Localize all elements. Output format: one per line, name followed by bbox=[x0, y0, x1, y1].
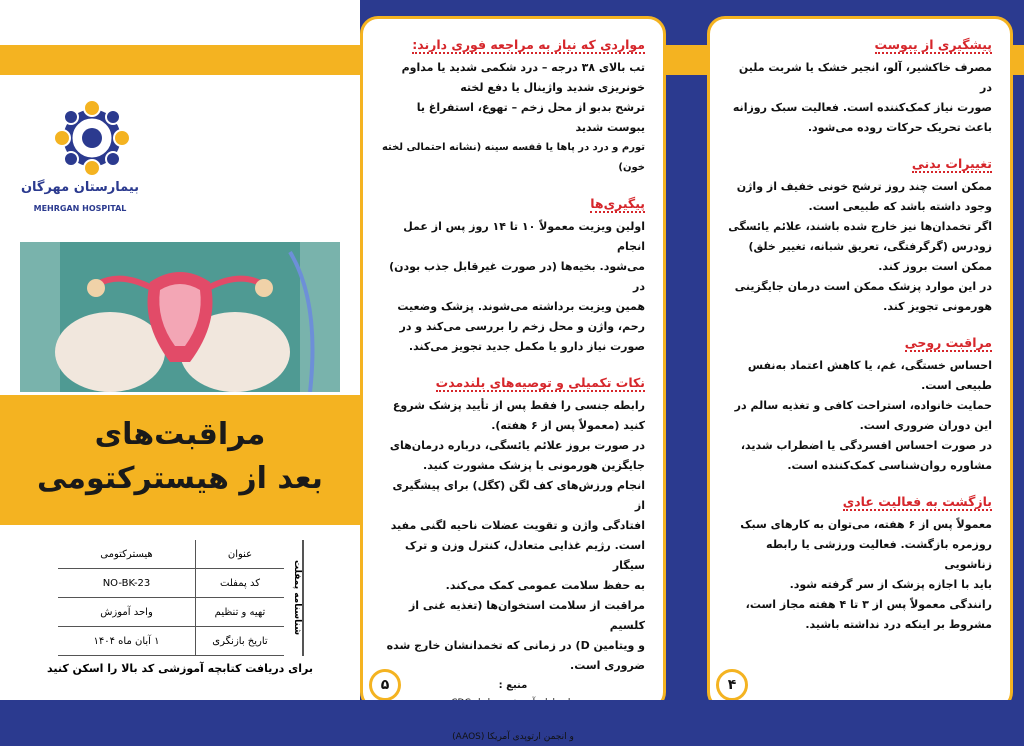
table-row bbox=[58, 540, 284, 569]
body-line: ممکن است چند روز ترشح خونی خفیف از واژن bbox=[736, 180, 992, 193]
body-line: است. رژیم غذایی متعادل، کنترل وزن و ترک سیگار bbox=[405, 539, 645, 572]
body-line: رحم، واژن و محل زخم را بررسی می‌کند و در bbox=[399, 320, 645, 333]
section-body bbox=[728, 356, 992, 476]
body-line: وجود داشته باشد که طبیعی است. bbox=[808, 200, 992, 213]
body-line: رابطه جنسی را فقط پس از تأیید پزشک شروع bbox=[392, 399, 645, 412]
section-body bbox=[381, 217, 645, 357]
cover-panel bbox=[0, 0, 360, 700]
cover-title-box bbox=[0, 395, 360, 525]
id-value: هیسترکتومی bbox=[58, 540, 196, 569]
section-body bbox=[381, 396, 645, 676]
section-body bbox=[381, 58, 645, 178]
body-line: این دوران ضروری است. bbox=[859, 419, 992, 432]
body-line: احساس خستگی، غم، یا کاهش اعتماد به‌نفس bbox=[747, 359, 992, 372]
body-line: ضروری است. bbox=[570, 659, 645, 672]
body-line: اولین ویزیت معمولاً ۱۰ تا ۱۴ روز پس از عمل انجام bbox=[403, 220, 645, 253]
body-line: طبیعی است. bbox=[921, 379, 992, 392]
section-body bbox=[728, 177, 992, 317]
section-body bbox=[728, 515, 992, 635]
section-body bbox=[728, 58, 992, 138]
pamphlet-id-divider bbox=[302, 540, 304, 656]
section-heading: تغییرات بدنی bbox=[911, 156, 992, 171]
body-line: صورت نیاز کمک‌کننده است. فعالیت سبک روزانه bbox=[732, 101, 992, 114]
section-body-changes bbox=[728, 150, 992, 317]
section-heading: مراقبت روحی bbox=[904, 335, 992, 350]
body-line: کنید (معمولاً پس از ۶ هفته). bbox=[491, 419, 645, 432]
scan-instruction: برای دریافت کتابچه آموزشی کد بالا را اسکن کنید bbox=[47, 662, 313, 675]
cover-title-line1: مراقبت‌های bbox=[94, 417, 266, 452]
id-value: NO-BK-23 bbox=[58, 569, 196, 598]
id-value: واحد آموزش bbox=[58, 598, 196, 627]
photo-illustration-icon bbox=[20, 242, 340, 392]
section-heading: نکات تکمیلی و توصیه‌های بلندمدت bbox=[435, 375, 645, 390]
uterus-model-photo bbox=[20, 242, 340, 392]
body-line: افتادگی واژن و تقویت عضلات ناحیه لگنی مفید bbox=[390, 519, 645, 532]
body-line: زودرس (گرگرفتگی، تعریق شبانه، تغییر خلق) bbox=[748, 240, 992, 253]
body-line: معمولاً پس از ۶ هفته، می‌توان به کارهای سبک bbox=[740, 518, 992, 531]
section-heading: پیگیری‌ها bbox=[590, 196, 645, 211]
body-line: روزمره بازگشت. فعالیت ورزشی یا رابطه زناشویی bbox=[766, 538, 992, 571]
page-5-panel bbox=[360, 16, 666, 742]
body-line: در این موارد پزشک ممکن است درمان جایگزینی bbox=[734, 280, 992, 293]
section-constipation bbox=[728, 31, 992, 138]
body-line: رانندگی معمولاً پس از ۳ تا ۴ هفته مجاز است، bbox=[745, 598, 992, 611]
body-line: همین ویزیت برداشته می‌شوند. پزشک وضعیت bbox=[397, 300, 645, 313]
body-line: مشاوره روان‌شناسی کمک‌کننده است. bbox=[787, 459, 992, 472]
hospital-name-en: MEHRGAN HOSPITAL bbox=[33, 204, 127, 213]
pamphlet-id-label: شناسنامه پمفلت bbox=[292, 560, 302, 636]
table-row bbox=[58, 598, 284, 627]
section-followups bbox=[381, 190, 645, 357]
body-line: حمایت خانواده، استراحت کافی و تغذیه سالم در bbox=[734, 399, 992, 412]
bottom-navy-band bbox=[0, 700, 1024, 724]
body-line: ترشح بدبو از محل زخم – تهوع، استفراغ یا یبوست شدید bbox=[416, 101, 645, 134]
body-line: و ویتامین D) در زمانی که تخمدانشان خارج شده bbox=[386, 639, 645, 652]
section-heading: مواردی که نیاز به مراجعه فوری دارند: bbox=[412, 37, 645, 52]
section-emotional-care bbox=[728, 329, 992, 476]
body-line: مراقبت از سلامت استخوان‌ها (تغذیه غنی از کلسیم bbox=[408, 599, 645, 632]
body-line: ممکن است بروز کند. bbox=[878, 260, 992, 273]
id-key: تهیه و تنظیم bbox=[196, 598, 285, 627]
body-line: اگر تخمدان‌ها نیز خارج شده باشند، علائم یائسگی bbox=[728, 220, 992, 233]
body-line: جایگزین هورمونی با پزشک مشورت کنید. bbox=[423, 459, 645, 472]
body-line: می‌شود. بخیه‌ها (در صورت غیرقابل جذب بودن) در bbox=[389, 260, 645, 293]
pamphlet-id-table bbox=[58, 540, 284, 656]
section-longterm bbox=[381, 369, 645, 676]
body-line: مصرف خاکشیر، آلو، انجیر خشک یا شربت ملین در bbox=[738, 61, 992, 94]
page-4-panel bbox=[707, 16, 1013, 710]
id-key: تاریخ بازنگری bbox=[196, 627, 285, 656]
page-number: ۴ bbox=[716, 669, 748, 701]
hospital-name-fa: بیمارستان مهرگان bbox=[20, 180, 140, 195]
source-title: منبع : bbox=[498, 680, 528, 691]
id-key: عنوان bbox=[196, 540, 285, 569]
id-value: ۱ آبان ماه ۱۴۰۴ bbox=[58, 627, 196, 656]
body-line: مشروط بر اینکه درد نداشته باشید. bbox=[805, 618, 992, 631]
section-heading: پیشگیری از یبوست bbox=[874, 37, 992, 52]
body-line: باعث تحریک حرکات روده می‌شود. bbox=[807, 121, 992, 134]
body-line: در صورت بروز علائم یائسگی، درباره درمان‌های bbox=[389, 439, 645, 452]
table-row bbox=[58, 569, 284, 598]
body-line: انجام ورزش‌های کف لگن (کگل) برای پیشگیری از bbox=[392, 479, 645, 512]
id-key: کد پمفلت bbox=[196, 569, 285, 598]
body-line: در صورت احساس افسردگی یا اضطراب شدید، bbox=[740, 439, 992, 452]
table-row bbox=[58, 627, 284, 656]
hospital-logo-icon bbox=[52, 98, 132, 178]
source-item: و انجمن ارتوپدی آمریکا (AAOS) bbox=[452, 732, 574, 742]
section-urgent bbox=[381, 31, 645, 178]
page-number: ۵ bbox=[369, 669, 401, 701]
body-line: تب بالای ۳۸ درجه – درد شکمی شدید یا مداوم bbox=[401, 61, 645, 74]
cover-yellow-strip bbox=[0, 45, 360, 75]
body-line: هورمونی تجویز کند. bbox=[883, 300, 992, 313]
body-line: به حفظ سلامت عمومی کمک می‌کند. bbox=[445, 579, 645, 592]
body-line: خونریزی شدید واژینال یا دفع لخته bbox=[460, 81, 645, 94]
body-line: باید با اجازه پزشک از سر گرفته شود. bbox=[789, 578, 992, 591]
section-heading: بازگشت به فعالیت عادی bbox=[842, 494, 992, 509]
body-line: صورت نیاز دارو یا مکمل جدید تجویز می‌کند. bbox=[408, 340, 645, 353]
body-line: تورم و درد در پاها یا قفسه سینه (نشانه احتمالی لخته خون) bbox=[381, 142, 645, 173]
cover-title-line2: بعد از هیسترکتومی bbox=[37, 461, 323, 496]
section-return-to-activity bbox=[728, 488, 992, 635]
